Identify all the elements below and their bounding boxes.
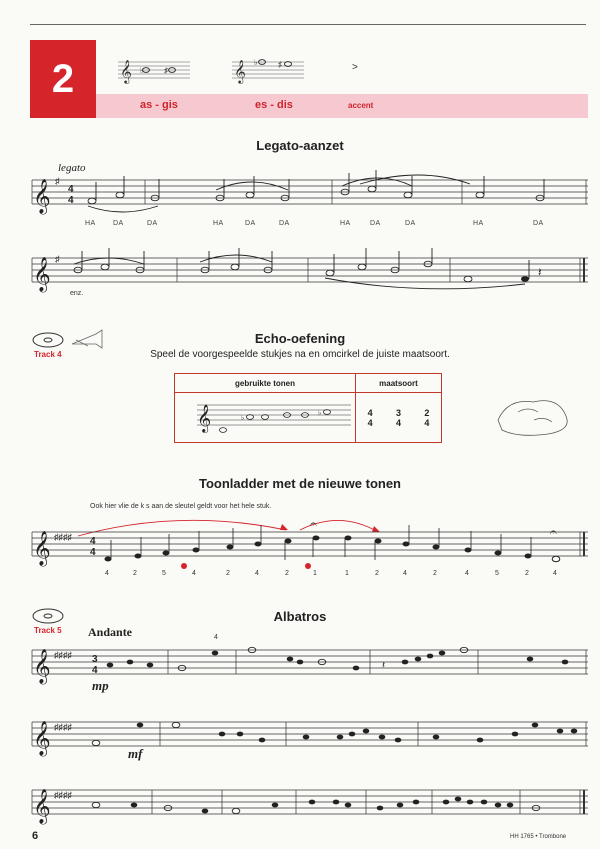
trumpet-icon: [68, 326, 108, 356]
lyric-syllable: HA: [473, 220, 484, 227]
fingering-number: 5: [495, 570, 499, 577]
svg-text:♭: ♭: [318, 410, 322, 417]
svg-text:𝄐: 𝄐: [310, 517, 317, 531]
lyric-syllable: DA: [113, 220, 124, 227]
fingering-number: 2: [375, 570, 379, 577]
fingering-number: 2: [226, 570, 230, 577]
scale-fingerings: [0, 570, 600, 580]
svg-text:𝄞: 𝄞: [33, 721, 51, 756]
meter-option[interactable]: 3 4: [395, 407, 401, 428]
meter-cell: [356, 393, 442, 443]
tones-cell: [175, 393, 356, 443]
page-number: 6: [32, 830, 39, 842]
header-mini-staves: [0, 40, 600, 140]
lyric-syllable: HA: [85, 220, 96, 227]
publisher-code: HH 1765 • Trombone: [510, 834, 567, 840]
svg-text:𝄞: 𝄞: [120, 59, 132, 83]
svg-text:♯♯♯♯: ♯♯♯♯: [54, 722, 72, 732]
svg-text:♯: ♯: [55, 176, 60, 186]
svg-text:𝄽: 𝄽: [382, 660, 386, 671]
tones-table: [174, 373, 442, 443]
legato-marking: legato: [58, 162, 86, 174]
section-title-scale: Toonladder met de nieuwe tonen: [199, 476, 401, 491]
lyric-syllable: DA: [533, 220, 544, 227]
track-label-5: Track 5: [34, 626, 62, 635]
fingering-number: 1: [345, 570, 349, 577]
legato-staff-2: [0, 248, 600, 308]
lyric-syllable: DA: [147, 220, 158, 227]
cartoon-illustration: [488, 390, 578, 440]
fingering-number: 4: [105, 570, 109, 577]
section-title-echo: Echo-oefening: [254, 331, 346, 346]
svg-text:>: >: [352, 62, 358, 73]
svg-text:𝄞: 𝄞: [33, 789, 51, 824]
dynamic-mp: mp: [92, 678, 109, 693]
lesson-number-box: 2: [30, 40, 96, 118]
section-title-legato: Legato-aanzet: [256, 138, 344, 153]
top-rule: [30, 24, 586, 25]
svg-text:♯: ♯: [278, 60, 282, 69]
svg-text:3: 3: [92, 654, 98, 665]
fingering-number: 2: [285, 570, 289, 577]
tones-header: gebruikte tonen: [175, 374, 356, 393]
svg-text:♭: ♭: [254, 58, 258, 67]
albatros-staff-3: [0, 780, 600, 840]
albatros-staff-2: [0, 712, 600, 772]
svg-text:4: 4: [90, 547, 96, 558]
fingering-number: 2: [133, 570, 137, 577]
track-label-4: Track 4: [34, 350, 62, 359]
lyric-syllable: DA: [405, 220, 416, 227]
fingering-hint: 4: [214, 634, 218, 641]
svg-text:♯: ♯: [55, 254, 60, 264]
svg-text:♭: ♭: [241, 415, 245, 422]
lyric-syllable: HA: [213, 220, 224, 227]
lyric-syllable: DA: [245, 220, 256, 227]
svg-text:♯♯♯♯: ♯♯♯♯: [54, 532, 72, 542]
lyric-syllable: DA: [279, 220, 290, 227]
accent-label: accent: [348, 101, 374, 110]
tempo-marking: Andante: [88, 625, 133, 639]
fingering-number: 4: [192, 570, 196, 577]
dynamic-mf: mf: [128, 746, 143, 761]
fingering-number: 4: [465, 570, 469, 577]
fingering-number: 2: [525, 570, 529, 577]
svg-text:♯♯♯♯: ♯♯♯♯: [54, 790, 72, 800]
svg-text:𝄞: 𝄞: [197, 404, 212, 432]
fingering-number: 2: [433, 570, 437, 577]
fingering-number: 4: [403, 570, 407, 577]
svg-text:♭: ♭: [140, 66, 144, 75]
meter-header: maatsoort: [356, 374, 442, 393]
svg-text:4: 4: [68, 184, 74, 195]
svg-text:𝄞: 𝄞: [33, 179, 51, 214]
tones-staff: [175, 393, 355, 437]
lyric-syllable: HA: [340, 220, 351, 227]
fingering-number: 4: [553, 570, 557, 577]
echo-instruction: Speel de voorgespeelde stukjes na en omcirkel de juiste maatsoort.: [150, 349, 450, 360]
enharmonic-label-1: as - gis: [140, 99, 178, 111]
section-title-albatros: Albatros: [273, 609, 327, 624]
meter-option[interactable]: 4 4: [367, 407, 373, 428]
fingering-number: 1: [313, 570, 317, 577]
svg-text:𝄞: 𝄞: [33, 649, 51, 684]
albatros-staff-1: [0, 640, 600, 700]
svg-text:♯♯♯♯: ♯♯♯♯: [54, 650, 72, 660]
svg-text:4: 4: [92, 665, 98, 676]
svg-text:𝄐: 𝄐: [550, 525, 557, 539]
svg-text:♯: ♯: [164, 66, 168, 75]
fingering-number: 5: [162, 570, 166, 577]
svg-text:𝄽: 𝄽: [538, 265, 542, 279]
svg-text:𝄞: 𝄞: [33, 531, 51, 566]
svg-text:𝄞: 𝄞: [234, 59, 246, 83]
svg-text:4: 4: [68, 195, 74, 206]
key-signature-remark: Ook hier vlie de k s aan de sleutel geldt voor het hele stuk.: [90, 503, 272, 510]
meter-option[interactable]: 2 4: [424, 407, 430, 428]
enharmonic-label-2: es - dis: [255, 99, 293, 111]
continuation-hint: enz.: [70, 290, 84, 297]
svg-text:𝄞: 𝄞: [33, 257, 51, 292]
lyric-syllable: DA: [370, 220, 381, 227]
fingering-number: 4: [255, 570, 259, 577]
svg-text:4: 4: [90, 536, 96, 547]
